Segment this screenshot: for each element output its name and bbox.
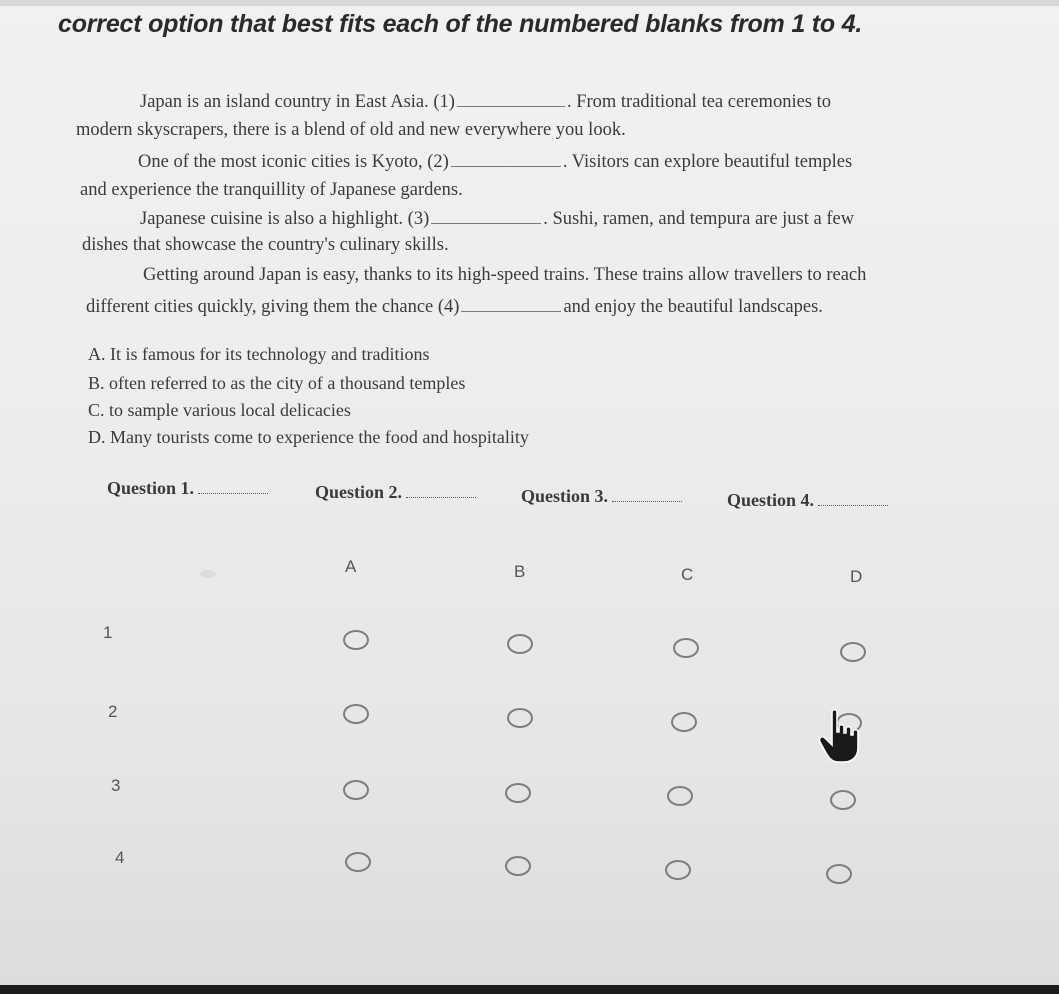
- passage-line: [86, 295, 823, 318]
- radio-q1-d[interactable]: [840, 642, 866, 662]
- passage-line: Getting around Japan is easy, thanks to its high-speed trains. These trains allow travellers to reach: [143, 265, 867, 285]
- blank-3: [431, 207, 541, 224]
- blank-4: [461, 295, 561, 312]
- column-label-c: C: [681, 565, 694, 584]
- option-d: D. Many tourists come to experience the food and hospitality: [88, 427, 529, 447]
- question-4-label: Question 4.: [727, 490, 888, 511]
- passage-text: . Sushi, ramen, and tempura are just a few: [543, 209, 855, 229]
- hand-pointer-icon: [818, 708, 864, 764]
- row-label-2: 2: [108, 702, 118, 721]
- passage-text: . From traditional tea ceremonies to: [566, 92, 832, 112]
- passage-line: [140, 90, 831, 113]
- radio-q4-d[interactable]: [826, 864, 852, 884]
- passage-line: modern skyscrapers, there is a blend of old and new everywhere you look.: [76, 120, 626, 140]
- radio-q2-a[interactable]: [343, 704, 369, 724]
- blank-1: [457, 90, 565, 107]
- radio-q3-c[interactable]: [667, 786, 693, 806]
- row-label-3: 3: [111, 776, 121, 795]
- option-a: A. It is famous for its technology and traditions: [88, 344, 430, 364]
- instruction-heading: correct option that best fits each of the numbered blanks from 1 to 4.: [58, 10, 863, 38]
- row-label-4: 4: [115, 848, 125, 867]
- passage-text: . Visitors can explore beautiful temples: [562, 152, 853, 172]
- radio-q2-b[interactable]: [507, 708, 533, 728]
- column-label-a: A: [345, 557, 357, 576]
- passage-line: dishes that showcase the country's culinary skills.: [82, 235, 449, 255]
- passage-text: One of the most iconic cities is Kyoto, (2): [138, 152, 449, 172]
- smudge: [200, 570, 216, 578]
- passage-text: different cities quickly, giving them the chance (4): [86, 297, 460, 317]
- question-labels: [0, 478, 1059, 508]
- option-c: C. to sample various local delicacies: [88, 400, 351, 420]
- screen-bezel: [0, 985, 1059, 994]
- column-label-b: B: [514, 562, 526, 581]
- passage-text: Japan is an island country in East Asia. (1): [140, 92, 455, 112]
- passage-line: and experience the tranquillity of Japanese gardens.: [80, 180, 463, 200]
- passage-text: and enjoy the beautiful landscapes.: [563, 297, 823, 317]
- radio-q3-a[interactable]: [343, 780, 369, 800]
- question-1-label: Question 1.: [107, 478, 268, 499]
- radio-q4-b[interactable]: [505, 856, 531, 876]
- passage-text: Japanese cuisine is also a highlight. (3): [140, 209, 430, 229]
- blank-2: [451, 150, 561, 167]
- option-b: B. often referred to as the city of a thousand temples: [88, 373, 466, 393]
- row-label-1: 1: [103, 623, 113, 642]
- radio-q4-c[interactable]: [665, 860, 691, 880]
- radio-q3-b[interactable]: [505, 783, 531, 803]
- radio-q1-b[interactable]: [507, 634, 533, 654]
- radio-q3-d[interactable]: [830, 790, 856, 810]
- passage-line: [140, 207, 854, 230]
- question-3-label: Question 3.: [521, 486, 682, 507]
- column-label-d: D: [850, 567, 863, 586]
- radio-q1-a[interactable]: [343, 630, 369, 650]
- passage-line: [138, 150, 852, 173]
- reading-passage: [0, 0, 1059, 330]
- question-2-label: Question 2.: [315, 482, 476, 503]
- radio-q4-a[interactable]: [345, 852, 371, 872]
- radio-q1-c[interactable]: [673, 638, 699, 658]
- radio-q2-c[interactable]: [671, 712, 697, 732]
